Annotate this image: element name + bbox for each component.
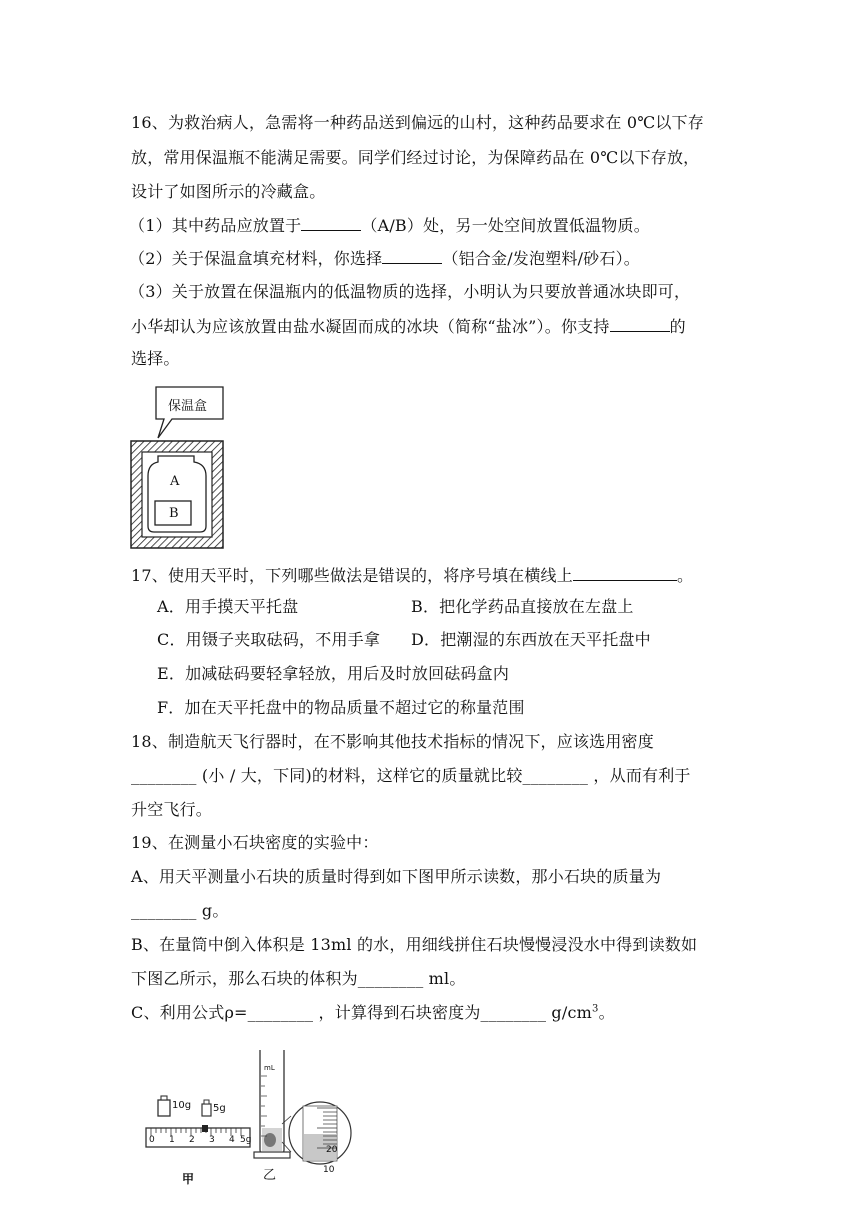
callout-label: 保温盒 [168,399,208,414]
q17-option-b: B．把化学药品直接放在左盘上 [411,597,634,616]
q17-blank[interactable] [573,565,677,581]
q16-part-1 [129,215,650,236]
q16-line-3: 设计了如图所示的冷藏盒。 [131,182,326,201]
q16-part-2-tail: （铝合金/发泡塑料/砂石）。 [442,249,640,268]
q16-part-1-tail: （A/B）处，另一处空间放置低温物质。 [361,216,650,235]
q17-option-c: C．用镊子夹取砝码，不用手拿 [157,630,381,649]
figure-yi-label: 乙 [263,1168,277,1183]
scale-tick-3: 3 [209,1135,215,1145]
q16-part-3-line-2 [131,316,686,337]
scale-tick-1: 1 [169,1135,175,1145]
cold-box-figure [128,386,238,550]
q16-part-2 [129,248,640,269]
q19-a-line-2: ________ g。 [131,901,229,920]
q16-part-3-text: 小华却认为应该放置由盐水凝固而成的冰块（简称“盐冰”）。你支持 [131,317,610,336]
q19-a-line-1: A、用天平测量小石块的质量时得到如下图甲所示读数，那小石块的质量为 [131,867,662,886]
q17-stem-text: 17、使用天平时，下列哪些做法是错误的，将序号填在横线上 [131,566,573,585]
q16-part-3-line-3: 选择。 [131,349,180,368]
q16-line-2: 放，常用保温瓶不能满足需要。同学们经过讨论，为保障药品在 0℃以下存放， [131,148,700,167]
q16-blank-2[interactable] [382,248,442,264]
scale-tick-4: 4 [229,1135,235,1145]
q16-blank-1[interactable] [301,215,361,231]
cylinder-unit-label: mL [264,1064,275,1072]
figure-jia-label: 甲 [182,1172,195,1186]
cylinder-figure [253,1046,358,1186]
q19-b-line-1: B、在量筒中倒入体积是 13ml 的水，用细线拼住石块慢慢浸没水中得到读数如 [131,935,698,954]
q19-c-text: C、利用公式ρ=________ ，计算得到石块密度为________ g/cm [131,1003,592,1022]
unit-superscript: 3 [592,1003,599,1015]
q19-b-line-2: 下图乙所示，那么石块的体积为________ ml。 [131,969,466,988]
q19-c-tail: 。 [598,1003,615,1022]
q16-part-1-text: （1）其中药品应放置于 [129,216,302,235]
label-b: B [169,506,179,521]
balance-figure [145,1090,255,1190]
weight-10g-label: 10g [172,1100,192,1111]
q19-c-line [131,1003,615,1023]
q16-part-2-text: （2）关于保温盒填充材料，你选择 [129,249,383,268]
scale-tick-5: 5g [240,1135,252,1145]
q19-stem: 19、在测量小石块密度的实验中： [131,833,379,852]
scale-tick-2: 2 [189,1135,195,1145]
cylinder-mark-10: 10 [323,1165,335,1175]
q17-option-e: E．加减砝码要轻拿轻放，用后及时放回砝码盒内 [157,664,510,683]
q16-part-3-tail: 的 [669,317,686,336]
cylinder-mark-20: 20 [326,1145,338,1155]
q16-line-1: 16、为救治病人，急需将一种药品送到偏远的山村，这种药品要求在 0℃以下存 [131,113,704,132]
q16-part-3: （3）关于放置在保温瓶内的低温物质的选择，小明认为只要放普通冰块即可， [129,282,691,301]
q17-stem [131,565,693,586]
weight-5g-label: 5g [213,1103,226,1114]
q16-blank-3[interactable] [610,316,670,332]
q17-stem-tail: 。 [676,566,694,585]
q17-option-f: F．加在天平托盘中的物品质量不超过它的称量范围 [157,698,525,717]
label-a: A [170,474,180,489]
q18-line-1: 18、制造航天飞行器时，在不影响其他技术指标的情况下，应该选用密度 [131,732,654,751]
q18-line-3: 升空飞行。 [131,800,213,819]
q18-line-2: ________ (小 / 大，下同)的材料，这样它的质量就比较________ ，从而有利于 [131,766,691,785]
q17-option-d: D．把潮湿的东西放在天平托盘中 [411,630,651,649]
q17-option-a: A．用手摸天平托盘 [157,597,299,616]
scale-tick-0: 0 [149,1135,155,1145]
